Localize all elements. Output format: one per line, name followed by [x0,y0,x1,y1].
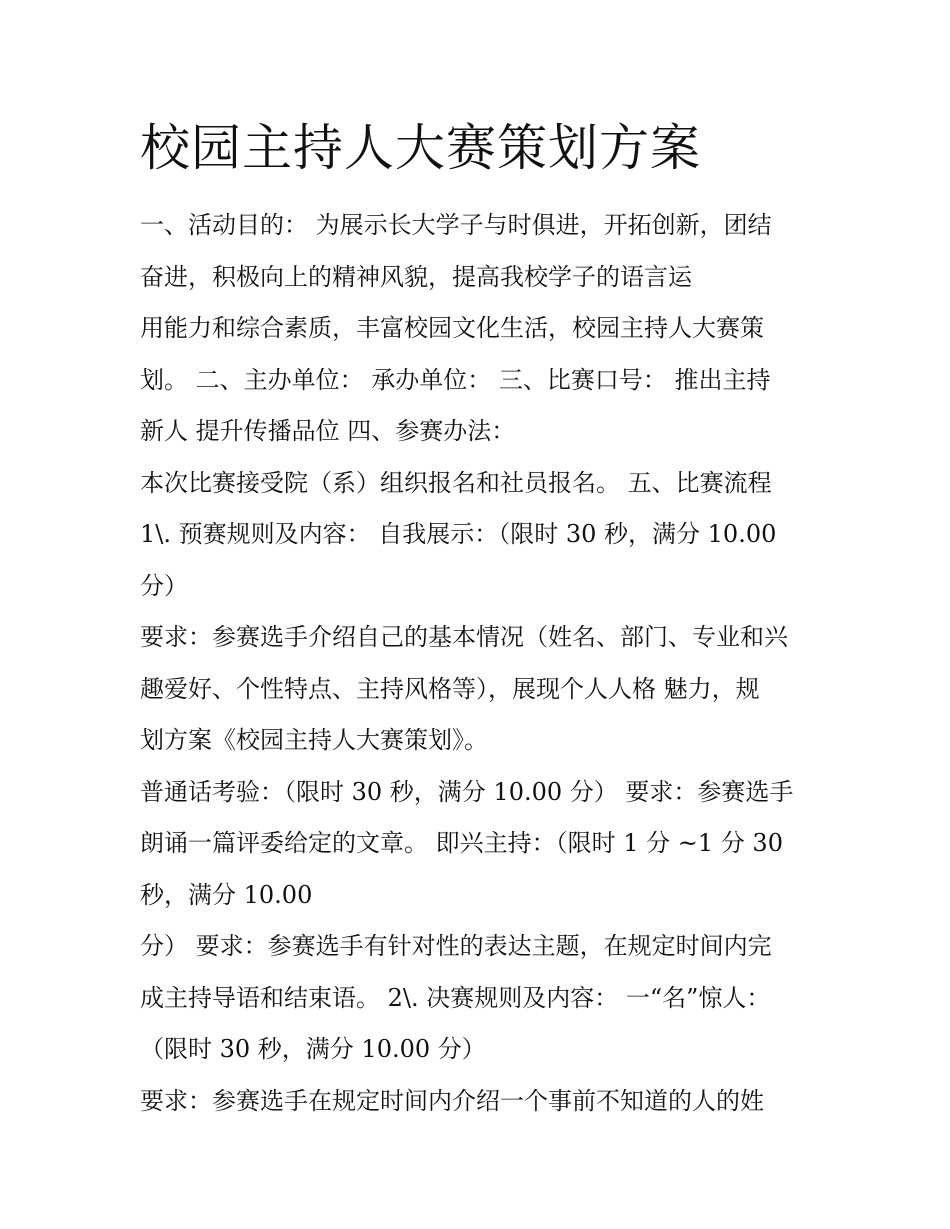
paragraph-line: 朗诵一篇评委给定的文章。 即兴主持：（限时 1 分 ~1 分 30 [140,829,783,857]
paragraph-line: （限时 30 秒，满分 10.00 分） [140,1035,486,1063]
paragraph-line: 要求：参赛选手在规定时间内介绍一个事前不知道的人的姓 [140,1086,764,1115]
document-body [140,200,840,1127]
paragraph-line: 分） 要求：参赛选手有针对性的表达主题，在规定时间内完 [140,932,772,960]
paragraph-line: 奋进，积极向上的精神风貌，提高我校学子的语言运 [140,262,692,291]
paragraph-line: 要求：参赛选手介绍自己的基本情况（姓名、部门、专业和兴 [140,623,788,651]
paragraph-line: 用能力和综合素质，丰富校园文化生活，校园主持人大赛策 [140,314,764,342]
paragraph-line: 普通话考验：（限时 30 秒，满分 10.00 分） 要求：参赛选手 [140,777,794,806]
paragraph-line: 趣爱好、个性特点、主持风格等），展现个人人格 魅力，规 [140,674,760,703]
paragraph-line: 划方案《校园主持人大赛策划》。 [140,726,488,754]
document-title: 校园主持人大赛策划方案 [140,119,701,177]
paragraph-line: 1\. 预赛规则及内容： 自我展示：（限时 30 秒，满分 10.00 [140,520,777,548]
paragraph-line: 一、活动目的： 为展示长大学子与时俱进，开拓创新，团结 [140,211,772,239]
paragraph-line: 秒，满分 10.00 [140,880,313,909]
paragraph-line: 划。 二、主办单位： 承办单位： 三、比赛口号： 推出主持 [140,365,771,394]
paragraph-line: 分） [140,571,188,600]
paragraph-line: 成主持导语和结束语。 2\. 决赛规则及内容： 一“名”惊人： [140,983,771,1012]
paragraph-line: 本次比赛接受院（系）组织报名和社员报名。 五、比赛流程 [140,468,772,497]
paragraph-line: 新人 提升传播品位 四、参赛办法： [140,417,516,445]
